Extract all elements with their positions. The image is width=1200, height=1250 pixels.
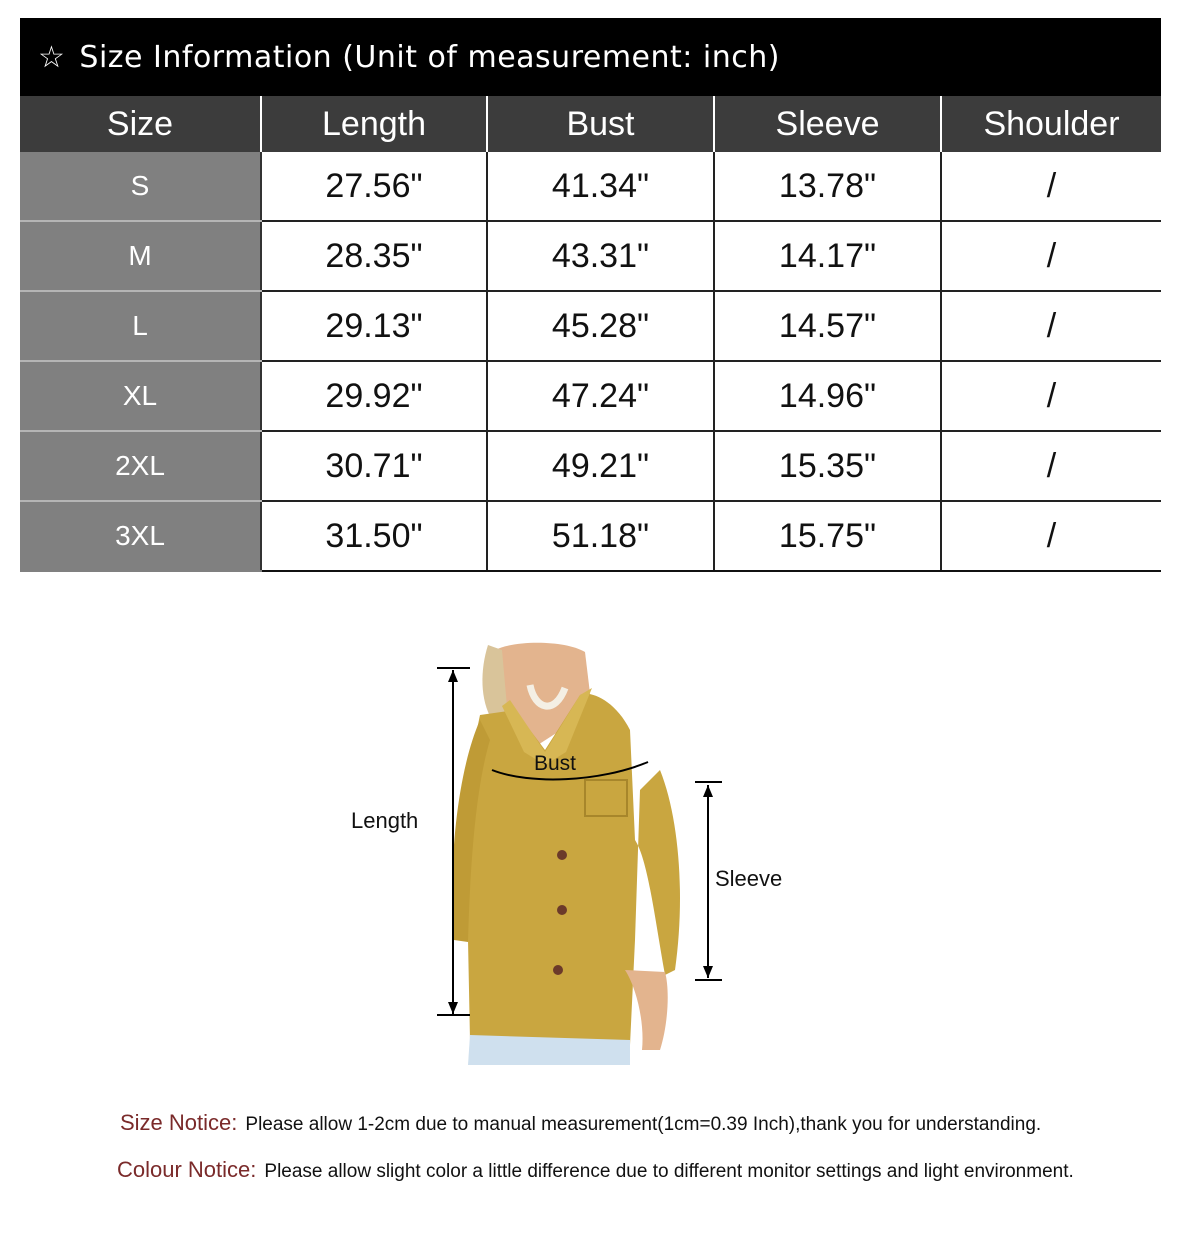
column-header-size: Size <box>20 96 261 152</box>
colour-notice-key: Colour Notice: <box>117 1157 257 1182</box>
table-row <box>20 291 1161 361</box>
button <box>557 905 567 915</box>
length-cell: 27.56" <box>261 152 487 221</box>
shoulder-cell: / <box>941 501 1161 571</box>
table-row <box>20 431 1161 501</box>
arrow-up-icon <box>448 670 458 682</box>
size-notice-text: Please allow 1-2cm due to manual measurement(1cm=0.39 Inch),thank you for understanding. <box>245 1114 1042 1135</box>
shoulder-cell: / <box>941 431 1161 501</box>
table-row <box>20 152 1161 221</box>
length-cell: 30.71" <box>261 431 487 501</box>
bust-cell: 47.24" <box>487 361 714 431</box>
shoulder-cell: / <box>941 291 1161 361</box>
size-cell: XL <box>20 361 261 431</box>
length-label: Length <box>351 808 419 833</box>
size-notice <box>120 1110 1041 1136</box>
table-row <box>20 221 1161 291</box>
colour-notice-text: Please allow slight color a little difference due to different monitor settings and light environment. <box>264 1161 1074 1182</box>
size-chart <box>20 18 1161 572</box>
size-table-header-row <box>20 96 1161 152</box>
column-header-sleeve: Sleeve <box>714 96 941 152</box>
bust-cell: 43.31" <box>487 221 714 291</box>
bust-cell: 45.28" <box>487 291 714 361</box>
bust-label: Bust <box>534 752 577 775</box>
bust-cell: 41.34" <box>487 152 714 221</box>
size-chart-title: Size Information (Unit of measurement: inch) <box>79 39 780 75</box>
sleeve-cell: 14.17" <box>714 221 941 291</box>
garment-illustration <box>330 640 810 1070</box>
column-header-bust: Bust <box>487 96 714 152</box>
button <box>553 965 563 975</box>
measurement-diagram <box>330 640 810 1070</box>
column-header-length: Length <box>261 96 487 152</box>
colour-notice <box>117 1157 1074 1183</box>
size-cell: 3XL <box>20 501 261 571</box>
button <box>557 850 567 860</box>
length-cell: 28.35" <box>261 221 487 291</box>
length-cell: 31.50" <box>261 501 487 571</box>
sleeve-cell: 14.57" <box>714 291 941 361</box>
sleeve-cell: 15.35" <box>714 431 941 501</box>
sleeve-cell: 14.96" <box>714 361 941 431</box>
size-cell: M <box>20 221 261 291</box>
size-cell: L <box>20 291 261 361</box>
table-row <box>20 501 1161 571</box>
size-chart-title-bar <box>20 18 1161 96</box>
sleeve-cell: 15.75" <box>714 501 941 571</box>
size-table <box>20 96 1161 572</box>
shoulder-cell: / <box>941 361 1161 431</box>
size-cell: 2XL <box>20 431 261 501</box>
length-cell: 29.13" <box>261 291 487 361</box>
shoulder-cell: / <box>941 221 1161 291</box>
star-icon: ☆ <box>38 39 66 75</box>
shorts <box>468 1035 630 1065</box>
sleeve-cell: 13.78" <box>714 152 941 221</box>
sleeve-label: Sleeve <box>715 866 783 891</box>
column-header-shoulder: Shoulder <box>941 96 1161 152</box>
arrow-up-icon <box>703 785 713 797</box>
size-notice-key: Size Notice: <box>120 1110 238 1135</box>
bust-cell: 49.21" <box>487 431 714 501</box>
arrow-down-icon <box>448 1002 458 1014</box>
shoulder-cell: / <box>941 152 1161 221</box>
size-cell: S <box>20 152 261 221</box>
bust-cell: 51.18" <box>487 501 714 571</box>
arrow-down-icon <box>703 966 713 978</box>
table-row <box>20 361 1161 431</box>
length-cell: 29.92" <box>261 361 487 431</box>
